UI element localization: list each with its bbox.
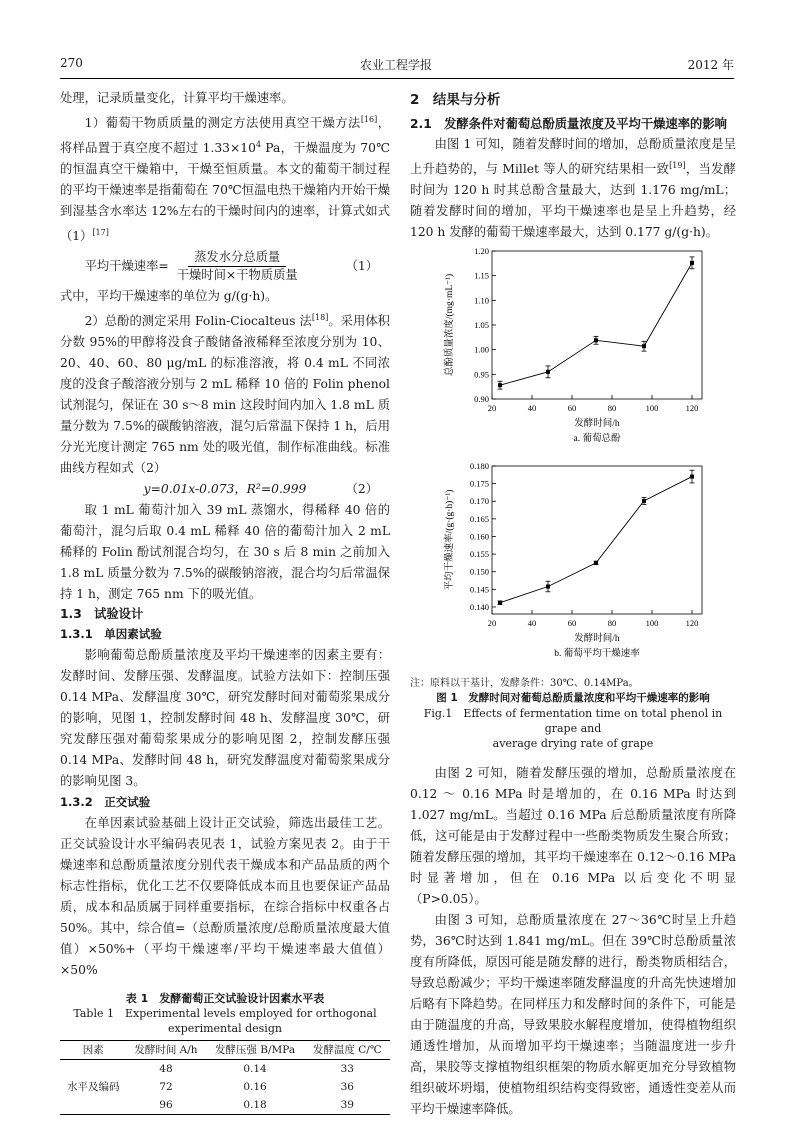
- right-column: [410, 88, 736, 1120]
- y-tick-label: 1.05: [474, 320, 489, 331]
- equation-lhs: 平均干燥速率=: [84, 259, 169, 274]
- chart-total-phenol: [410, 245, 736, 453]
- x-tick-label: 40: [527, 618, 537, 629]
- figure-caption-en: average drying rate of grape: [492, 737, 654, 751]
- table-caption-cn: 表 1 发酵葡萄正交试验设计因素水平表: [125, 992, 325, 1006]
- x-tick-label: 100: [645, 403, 659, 414]
- paragraph: 在单因素试验基础上设计正交试验，筛选出最佳工艺。正交试验设计水平编码表见表 1，试验方案见表 2。由于干燥速率和总酚质量浓度分别代表干燥成本和产品品质的两个标志性指标，优化工艺不仅要降低成本而且也要保证产品品质，成本和品质属于同样重要指标，在综合指标中权重各占 50%。其中，综合值=（总酚质量浓度/总酚质量浓度最大值值）×50%+（平均干燥速率/平均干燥速率最大值值）×50%: [60, 816, 390, 978]
- series-line: [500, 263, 692, 385]
- x-tick-label: 120: [685, 618, 699, 629]
- fraction-denominator: 干燥时间×干物质质量: [176, 268, 298, 283]
- table-cell: 72: [159, 1081, 173, 1094]
- x-tick-label: 40: [527, 403, 537, 414]
- y-tick-label: 0.140: [469, 602, 489, 613]
- table-cell: 水平及编码: [66, 1081, 120, 1094]
- data-point: [546, 585, 550, 589]
- figure-caption-en: Fig.1 Effects of fermentation time on total phenol in grape and: [423, 707, 723, 736]
- text: 1）葡萄干物质质量的测定方法使用真空干燥方法: [84, 116, 361, 131]
- equation-1: [60, 249, 390, 284]
- table-cell: 0.18: [243, 1099, 267, 1112]
- exponent: 4: [255, 140, 262, 150]
- section-heading: 1.3 试验设计: [60, 607, 144, 622]
- table-header: 发酵时间 A/h: [134, 1044, 198, 1057]
- left-column: [60, 88, 390, 1115]
- y-tick-label: 1.20: [474, 246, 489, 257]
- paragraph: 式中，平均干燥速率的单位为 g/(g·h)。: [60, 289, 278, 304]
- data-point: [594, 561, 598, 565]
- journal-name: 农业工程学报: [360, 58, 433, 72]
- table-cell: 36: [340, 1081, 354, 1094]
- x-tick-label: 60: [567, 618, 577, 629]
- data-point: [690, 475, 694, 479]
- data-point: [498, 601, 502, 605]
- x-tick-label: 100: [645, 618, 659, 629]
- y-tick-label: 0.95: [474, 369, 489, 380]
- figure-1: [410, 245, 736, 751]
- citation: [17]: [92, 228, 109, 238]
- x-tick-label: 60: [567, 403, 577, 414]
- chart-subtitle: a. 葡萄总酚: [573, 434, 621, 445]
- factor-level-table: [60, 1040, 390, 1115]
- data-point: [498, 383, 502, 387]
- y-tick-label: 0.165: [469, 513, 489, 524]
- equation-2: [60, 479, 390, 500]
- y-tick-label: 0.155: [469, 549, 489, 560]
- table-cell: 0.16: [243, 1081, 267, 1094]
- y-tick-label: 1.10: [474, 295, 489, 306]
- y-tick-label: 0.145: [469, 584, 489, 595]
- table-cell: 96: [159, 1099, 173, 1112]
- x-tick-label: 20: [487, 618, 497, 629]
- table-cell: 33: [340, 1063, 354, 1076]
- table-header-row: [60, 1041, 390, 1060]
- table-cell: 0.14: [243, 1063, 267, 1076]
- data-point: [594, 338, 598, 342]
- text: 2）总酚的测定采用 Folin-Ciocalteus 法: [84, 314, 312, 329]
- table-caption-en: Table 1 Experimental levels employed for orthogonal: [73, 1007, 377, 1021]
- x-axis-label: 发酵时间/h: [574, 419, 620, 430]
- section-heading: 2 结果与分析: [410, 92, 501, 108]
- figure-caption-cn: 图 1 发酵时间对葡萄总酚质量浓度和平均干燥速率的影响: [436, 692, 710, 705]
- text: ，当发酵时间为 120 h 时其总酚含量最大，达到 1.176 mg/mL；随着发酵时间的增加，平均干燥速率也是呈上升趋势，经 120 h 发酵的葡萄干燥速率最大，达到 0.177 g/(g·h)。: [410, 162, 736, 240]
- running-header: [60, 56, 734, 74]
- x-tick-label: 20: [487, 403, 497, 414]
- table-header: 因素: [82, 1044, 104, 1057]
- paragraph: 处理，记录质量变化，计算平均干燥速率。: [60, 91, 294, 105]
- equation-number: （2）: [345, 482, 378, 497]
- citation: [19]: [669, 161, 686, 170]
- citation: [18]: [311, 313, 329, 323]
- chart-drying-rate: [410, 460, 736, 668]
- plot-frame: [492, 466, 702, 614]
- citation: [16]: [360, 115, 378, 124]
- paragraph: 取 1 mL 葡萄汁加入 39 mL 蒸馏水，得稀释 40 倍的葡萄汁，混匀后取 0.4 mL 稀释 40 倍的葡萄汁加入 2 mL 稀释的 Folin 酚试剂混合均匀，在 30 s 后 8 min 之前加入 1.8 mL 质量分数为 7.5%的碳酸钠溶液，混合均匀后常温保持 1 h，测定 765 nm 下的吸光值。: [60, 503, 390, 602]
- y-tick-label: 1.00: [474, 344, 489, 355]
- paragraph: 由图 2 可知，随着发酵压强的增加，总酚质量浓度在 0.12 ～ 0.16 MPa 时是增加的，在 0.16 MPa 时达到 1.027 mg/mL。当超过 0.16 MPa 后总酚质量浓度有所降低，这可能是由于发酵过程中一些酚类物质发生聚合所致；随着发酵压强的增加，其平均干燥速率在 0.12～0.16 MPa 时显著增加，但在 0.16 MPa 以后变化不明显（P>0.05）。: [410, 766, 736, 907]
- y-tick-label: 0.90: [474, 394, 489, 405]
- data-point: [642, 499, 646, 503]
- paragraph: [60, 109, 390, 247]
- table-header: 发酵压强 B/MPa: [214, 1044, 296, 1057]
- text: ，将样品置于真空度不超过 1.33×10: [60, 116, 390, 156]
- paragraph: [410, 134, 736, 243]
- text: 。采用体积分数 95%的甲醇将没食子酸储备液稀释至浓度分别为 10、20、40、60、80 μg/mL 的标准溶液，将 0.4 mL 不同浓度的没食子酸溶液分别与 2 mL 稀释 10 倍的 Folin phenol 试剂混匀，保证在 30 s～8 min 这段时间内加入 1.8 mL 质量分数为 7.5%的碳酸钠溶液，混匀后常温下保持 1 h，后用分光光度计测定 765 nm 处的吸光值，制作标准曲线。标准曲线方程如式（2）: [60, 314, 390, 476]
- paragraph: 影响葡萄总酚质量浓度及平均干燥速率的因素主要有：发酵时间、发酵压强、发酵温度。试验方法如下：控制压强 0.14 MPa、发酵温度 30℃，研究发酵时间对葡萄浆果成分的影响，见图 1，控制发酵时间 48 h、发酵温度 30℃，研究发酵压强对葡萄浆果成分的影响见图 2，控制发酵压强 0.14 MPa、发酵时间 48 h，研究发酵温度对葡萄浆果成分的影响见图 3。: [60, 648, 390, 789]
- y-tick-label: 0.175: [469, 478, 489, 489]
- paragraph: [60, 307, 390, 479]
- subsection-heading: 2.1 发酵条件对葡萄总酚质量浓度及平均干燥速率的影响: [410, 117, 727, 131]
- subsection-heading: 1.3.1 单因素试验: [60, 627, 162, 642]
- equation-number: （1）: [345, 259, 378, 274]
- data-point: [642, 344, 646, 348]
- figure-note: 注：原料以干基计，发酵条件：30℃、0.14MPa。: [410, 678, 639, 690]
- table-cell: 39: [340, 1099, 354, 1112]
- plot-frame: [492, 251, 702, 399]
- table-cell: 48: [159, 1063, 173, 1076]
- paragraph: 由图 3 可知，总酚质量浓度在 27～36℃时呈上升趋势，36℃时达到 1.841 mg/mL。但在 39℃时总酚质量浓度有所降低，原因可能是随发酵的进行，酚类物质相结合，导致总酚减少；平均干燥速率随发酵温度的升高先快速增加后略有下降趋势。在同样压力和发酵时间的条件下，可能是由于随温度的升高，导致果胶水解程度增加，使得植物组织通透性增加，从而增加平均干燥速率；当随温度进一步升高，果胶等支撑植物组织框架的物质水解更加充分导致植物组织破坏坍塌，使植物组织结构变得致密，通透性变差从而平均干燥速率降低。: [410, 913, 736, 1117]
- data-point: [546, 370, 550, 374]
- y-axis-label: 总酚质量浓度/(mg·mL⁻¹): [445, 273, 455, 377]
- fraction: [171, 249, 304, 284]
- chart-subtitle: b. 葡萄平均干燥速率: [554, 649, 640, 660]
- table-header: 发酵温度 C/℃: [312, 1044, 382, 1057]
- y-tick-label: 0.150: [469, 566, 489, 577]
- series-line: [500, 477, 692, 603]
- fraction-numerator: 蒸发水分总质量: [188, 249, 286, 267]
- page-number: 270: [60, 56, 83, 70]
- y-tick-label: 0.170: [469, 496, 489, 507]
- table-1: [60, 991, 390, 1115]
- y-tick-label: 1.15: [474, 270, 489, 281]
- x-tick-label: 80: [607, 403, 617, 414]
- x-tick-label: 80: [607, 618, 617, 629]
- y-tick-label: 0.180: [469, 461, 489, 472]
- y-tick-label: 0.160: [469, 531, 489, 542]
- table-row: [60, 1060, 390, 1079]
- x-axis-label: 发酵时间/h: [574, 634, 620, 645]
- equation-body: y=0.01x-0.073，R²=0.999: [143, 482, 307, 497]
- x-tick-label: 120: [685, 403, 699, 414]
- text: Pa，干燥温度为 70℃的恒温真空干燥箱中，干燥至恒质量。本文的葡萄干制过程的平均干燥速率是指葡萄在 70℃恒温电热干燥箱内开始干燥到湿基含水率达 12%左右的干燥时间内的速率，计算式如式（1）: [60, 141, 390, 244]
- table-caption-en: experimental design: [168, 1022, 282, 1036]
- header-rule: [60, 78, 734, 79]
- subsection-heading: 1.3.2 正交试验: [60, 795, 151, 810]
- data-point: [690, 261, 694, 265]
- text: 由图 1 可知，随着发酵时间的增加，总酚质量浓度是呈上升趋势的，与 Millet 等人的研究结果相一致: [410, 137, 736, 177]
- y-axis-label: 平均干燥速率/(g·(g·h)⁻¹): [445, 489, 455, 591]
- header-year: 2012 年: [687, 58, 734, 72]
